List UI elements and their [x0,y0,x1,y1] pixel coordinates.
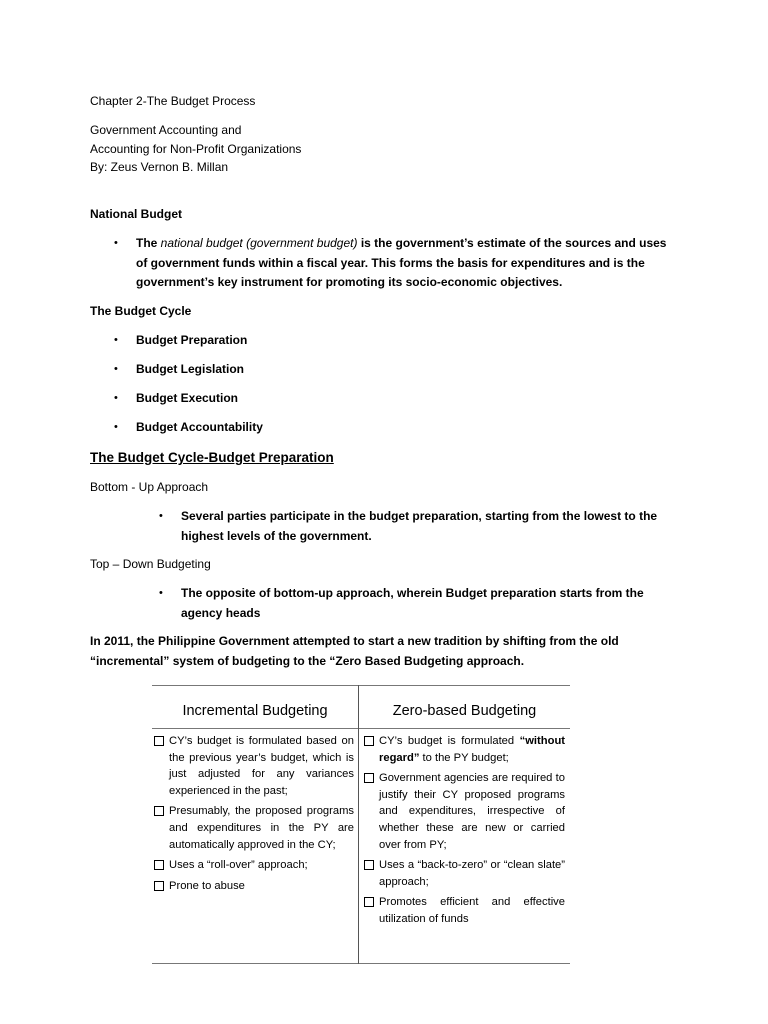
cycle-item: Budget Legislation [136,362,244,376]
list-item: Uses a “roll-over” approach; [154,857,354,874]
top-down-heading: Top – Down Budgeting [90,557,211,571]
table-top-border [152,685,570,686]
bullet-dot: • [114,363,118,375]
national-budget-heading: National Budget [90,207,182,221]
list-item: Government agencies are required to justify their CY proposed programs and expenditures, irrespective of whether these are new or carried over from PY; [364,770,565,853]
zero-based-intro [90,632,619,671]
budget-preparation-heading: The Budget Cycle-Budget Preparation [90,450,334,465]
course-title-line2: Accounting for Non-Profit Organizations [90,141,302,156]
checkbox-square-icon [364,736,374,746]
incremental-column [154,733,354,898]
comparison-table [152,685,570,964]
checkbox-square-icon [364,773,374,783]
bottom-up-description [181,507,657,546]
list-item: Promotes efficient and effective utilization of funds [364,894,565,927]
cycle-item: Budget Accountability [136,420,263,434]
course-title-line1: Government Accounting and [90,123,242,137]
list-item: Prone to abuse [154,878,354,895]
cycle-item: Budget Execution [136,391,239,405]
definition-line2: of government funds within a fiscal year. This forms the basis for expenditures and is the [136,255,645,270]
cycle-item: Budget Preparation [136,333,248,347]
list-item: CY’s budget is formulated based on the previous year’s budget, which is just adjusted for any variances experienced in the past; [154,733,354,799]
bottom-up-line1: Several parties participate in the budget preparation, starting from the lowest to the [181,509,658,523]
definition-prefix: The [136,236,161,250]
intro-line1: In 2011, the Philippine Government attempted to start a new tradition by shifting from the old [90,634,619,648]
bullet-dot: • [159,587,163,599]
definition-term: national budget (government budget) [160,236,358,250]
bottom-up-line2: highest levels of the government. [181,528,372,543]
bullet-dot: • [114,421,118,433]
table-bottom-border [152,963,570,964]
top-down-line2: agency heads [181,605,261,620]
bullet-dot: • [114,237,118,249]
bullet-dot: • [114,392,118,404]
definition-line3: government’s key instrument for promoting its socio-economic objectives. [136,275,563,289]
zero-based-header: Zero-based Budgeting [392,703,537,719]
top-down-description [181,584,644,623]
author-line: By: Zeus Vernon B. Millan [90,160,229,174]
incremental-header: Incremental Budgeting [182,703,328,719]
checkbox-square-icon [154,881,164,891]
top-down-line1: The opposite of bottom-up approach, wherein Budget preparation starts from the [181,586,644,600]
checkbox-square-icon [154,736,164,746]
checkbox-square-icon [364,860,374,870]
list-item: Uses a “back-to-zero” or “clean slate” approach; [364,857,565,890]
zero-based-column [364,733,565,932]
list-item: CY’s budget is formulated “without regard” to the PY budget; [364,733,565,766]
chapter-title: Chapter 2-The Budget Process [90,94,256,108]
checkbox-square-icon [154,806,164,816]
budget-cycle-heading: The Budget Cycle [90,304,192,318]
bullet-dot: • [159,510,163,522]
checkbox-square-icon [154,860,164,870]
list-item: Presumably, the proposed programs and expenditures in the PY are automatically approved in the CY; [154,803,354,853]
national-budget-definition [136,234,676,293]
checkbox-square-icon [364,897,374,907]
table-header-divider [152,728,570,729]
bullet-dot: • [114,334,118,346]
bottom-up-heading: Bottom - Up Approach [90,480,209,494]
intro-line2: “incremental” system of budgeting to the “Zero Based Budgeting approach. [90,653,525,668]
definition-text: is the government’s estimate of the sources and uses [357,236,667,250]
table-column-divider [358,685,359,964]
